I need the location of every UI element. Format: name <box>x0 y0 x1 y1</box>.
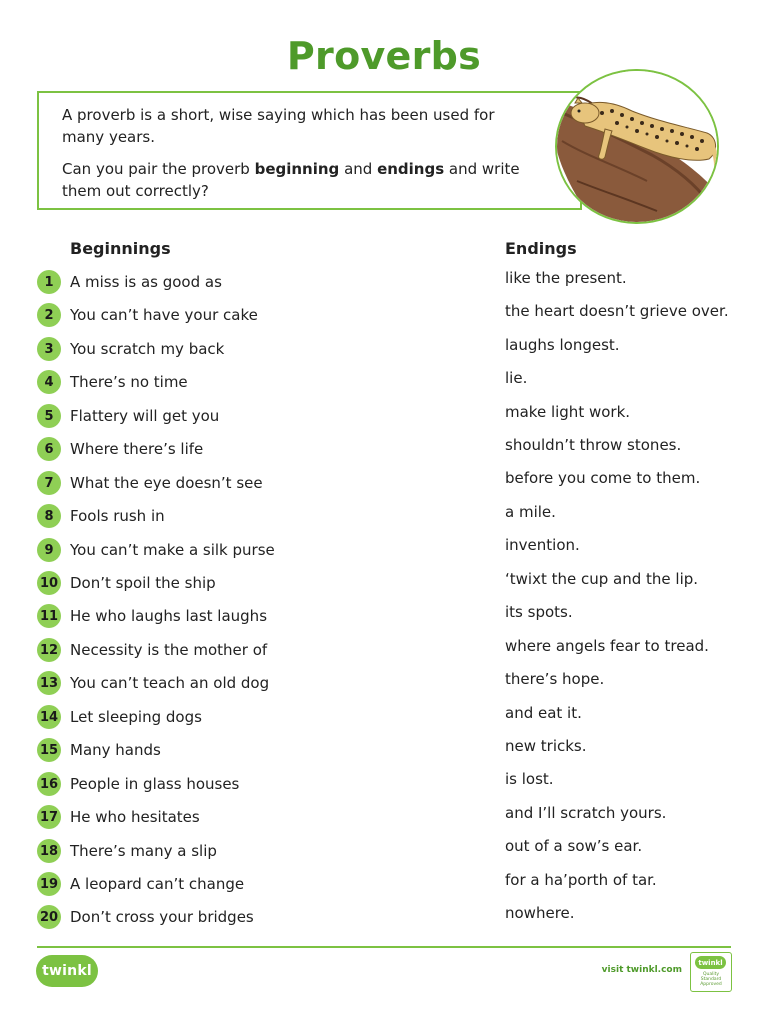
number-badge: 11 <box>37 604 61 628</box>
beginning-row <box>37 403 219 429</box>
ending-text: for a ha’porth of tar. <box>505 871 657 889</box>
badge-text: Quality Standard Approved <box>700 972 722 987</box>
intro-p2-bold-endings: endings <box>377 160 445 178</box>
ending-text: there’s hope. <box>505 670 605 688</box>
visit-link[interactable]: visit twinkl.com <box>601 965 682 975</box>
badge-logo: twinkl <box>695 956 726 969</box>
beginning-text: People in glass houses <box>70 775 240 793</box>
ending-text: its spots. <box>505 603 573 621</box>
beginning-row <box>37 670 269 696</box>
intro-p2-bold-beginning: beginning <box>254 160 340 178</box>
beginning-text: He who laughs last laughs <box>70 607 268 625</box>
beginning-row <box>37 503 165 529</box>
number-badge: 16 <box>37 772 61 796</box>
footer-divider <box>37 946 731 948</box>
beginning-row <box>37 603 267 629</box>
beginning-text: There’s many a slip <box>70 842 217 860</box>
number-badge: 8 <box>37 504 61 528</box>
beginning-row <box>37 838 217 864</box>
ending-text: nowhere. <box>505 904 575 922</box>
endings-heading: Endings <box>505 239 577 258</box>
beginning-row <box>37 436 203 462</box>
ending-text: make light work. <box>505 403 631 421</box>
leopard-illustration <box>555 69 719 224</box>
beginning-row <box>37 737 161 763</box>
ending-text: is lost. <box>505 770 554 788</box>
beginning-row <box>37 336 224 362</box>
beginning-row <box>37 537 275 563</box>
beginning-text: What the eye doesn’t see <box>70 474 263 492</box>
ending-text: where angels fear to tread. <box>505 637 709 655</box>
leopard-on-branch-icon <box>557 71 719 224</box>
beginning-text: There’s no time <box>70 373 188 391</box>
number-badge: 18 <box>37 839 61 863</box>
beginning-row <box>37 369 188 395</box>
intro-p2-prefix: Can you pair the proverb <box>62 160 255 178</box>
number-badge: 4 <box>37 370 61 394</box>
quality-badge <box>690 952 732 992</box>
beginning-text: Let sleeping dogs <box>70 708 202 726</box>
beginning-text: You can’t have your cake <box>70 306 258 324</box>
page-title: Proverbs <box>286 34 482 78</box>
beginning-text: He who hesitates <box>70 808 200 826</box>
number-badge: 17 <box>37 805 61 829</box>
beginning-row <box>37 269 222 295</box>
ending-text: the heart doesn’t grieve over. <box>505 302 729 320</box>
beginning-row <box>37 904 254 930</box>
beginning-text: A leopard can’t change <box>70 875 245 893</box>
ending-text: and I’ll scratch yours. <box>505 804 667 822</box>
beginning-row <box>37 871 244 897</box>
beginning-text: Necessity is the mother of <box>70 641 268 659</box>
beginnings-heading: Beginnings <box>70 239 171 258</box>
beginning-text: A miss is as good as <box>70 273 222 291</box>
number-badge: 20 <box>37 905 61 929</box>
beginning-text: Don’t spoil the ship <box>70 574 216 592</box>
ending-text: lie. <box>505 369 528 387</box>
beginning-text: Where there’s life <box>70 440 204 458</box>
number-badge: 19 <box>37 872 61 896</box>
beginning-text: Flattery will get you <box>70 407 220 425</box>
beginning-text: Fools rush in <box>70 507 165 525</box>
beginning-row <box>37 804 200 830</box>
ending-text: before you come to them. <box>505 469 701 487</box>
number-badge: 7 <box>37 471 61 495</box>
number-badge: 15 <box>37 738 61 762</box>
beginning-row <box>37 570 216 596</box>
number-badge: 9 <box>37 538 61 562</box>
ending-text: shouldn’t throw stones. <box>505 436 682 454</box>
number-badge: 14 <box>37 705 61 729</box>
number-badge: 2 <box>37 303 61 327</box>
beginning-text: You scratch my back <box>70 340 225 358</box>
ending-text: out of a sow’s ear. <box>505 837 643 855</box>
beginning-row <box>37 470 263 496</box>
ending-text: like the present. <box>505 269 627 287</box>
ending-text: invention. <box>505 536 580 554</box>
twinkl-logo[interactable]: twinkl <box>36 955 98 987</box>
number-badge: 1 <box>37 270 61 294</box>
ending-text: a mile. <box>505 503 556 521</box>
beginning-text: Many hands <box>70 741 161 759</box>
number-badge: 12 <box>37 638 61 662</box>
ending-text: and eat it. <box>505 704 582 722</box>
intro-p2-mid: and <box>339 160 378 178</box>
beginning-row <box>37 637 267 663</box>
number-badge: 3 <box>37 337 61 361</box>
beginning-text: You can’t teach an old dog <box>70 674 270 692</box>
beginning-row <box>37 771 239 797</box>
intro-p2-suffix: and write them out correctly? <box>62 160 520 200</box>
intro-paragraph-1: A proverb is a short, wise saying which has been used for many years. <box>62 106 495 146</box>
intro-paragraph-2 <box>62 158 552 202</box>
number-badge: 13 <box>37 671 61 695</box>
beginning-text: Don’t cross your bridges <box>70 908 254 926</box>
ending-text: ‘twixt the cup and the lip. <box>505 570 699 588</box>
number-badge: 6 <box>37 437 61 461</box>
number-badge: 5 <box>37 404 61 428</box>
beginning-row <box>37 704 202 730</box>
beginning-row <box>37 302 258 328</box>
ending-text: new tricks. <box>505 737 587 755</box>
number-badge: 10 <box>37 571 61 595</box>
ending-text: laughs longest. <box>505 336 620 354</box>
beginning-text: You can’t make a silk purse <box>70 541 275 559</box>
